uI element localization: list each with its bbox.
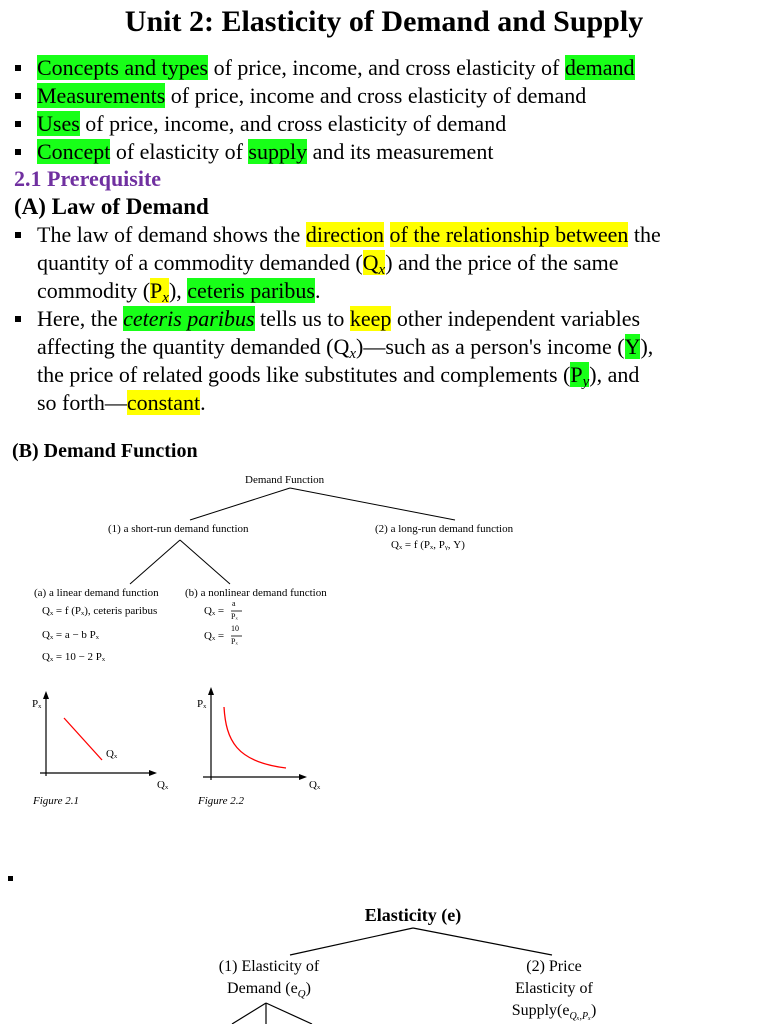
fraction-denominator: Pₓ	[231, 637, 238, 646]
linear-equation-3: Qₓ = 10 − 2 Pₓ	[42, 651, 106, 663]
linear-equation-2: Qₓ = a − b Pₓ	[42, 629, 99, 641]
fig2-y-label: Pₓ	[197, 698, 207, 710]
short-run-label: (1) a short-run demand function	[108, 523, 249, 535]
fig1-x-label: Qₓ	[157, 779, 169, 791]
section-heading-demand-function: (B) Demand Function	[12, 440, 198, 462]
figure-caption: Figure 2.1	[33, 795, 80, 807]
arrow-right-icon	[299, 774, 307, 780]
tree-edge	[290, 488, 455, 520]
fraction-denominator: Pₓ	[231, 612, 238, 621]
arrow-up-icon	[43, 691, 49, 699]
tree-edge	[290, 928, 413, 955]
section-heading-law-of-demand: (A) Law of Demand	[14, 194, 209, 219]
long-run-label: (2) a long-run demand function	[375, 523, 514, 535]
list-item: Uses of price, income, and cross elasticity of demand	[12, 110, 762, 138]
list-item: Concepts and types of price, income, and cross elasticity of demand	[12, 54, 762, 82]
fraction-numerator: 10	[231, 624, 239, 633]
linear-equation-1: Qₓ = f (Pₓ), ceteris paribus	[42, 605, 158, 617]
tree-edge	[413, 928, 552, 955]
page-title: Unit 2: Elasticity of Demand and Supply	[124, 5, 644, 38]
tree-edge	[190, 488, 290, 520]
list-item: Here, the ceteris paribus tells us to keep other independent variables affecting the quantity demanded $(Q_x)—such$ as a person's income (Y), the price of related goods like substitutes and complements $(P_y)$, and so forth—constant.	[12, 305, 762, 417]
list-item: The law of demand shows the direction of the relationship between the quantity of a commodity demanded $(Q_x)$ and the price of the same commodity $(P_x)$, ceteris paribus.	[12, 221, 762, 305]
list-item: Measurements of price, income and cross elasticity of demand	[12, 82, 762, 110]
tree-edge	[130, 540, 180, 584]
nonlinear-equation-1-lhs: Qₓ =	[204, 605, 225, 617]
elasticity-of-demand-label: (1) Elasticity of Demand $(e_Q)$	[218, 958, 320, 1000]
nonlinear-demand-curve	[224, 707, 286, 768]
fig1-curve-label: Qₓ	[106, 748, 118, 760]
long-run-equation: Qₓ = f (Pₓ, Pᵧ, Y)	[391, 539, 465, 551]
list-item: Concept of elasticity of supply and its measurement	[12, 138, 762, 166]
nonlinear-equation-2-lhs: Qₓ =	[204, 630, 225, 642]
bullet-icon	[8, 876, 13, 881]
price-elasticity-of-supply-label: (2) Price Elasticity of $Supply(e_{Q_x,P_x})$	[511, 958, 597, 1022]
tree-root-label: Demand Function	[245, 474, 325, 486]
fraction-numerator: a	[232, 599, 236, 608]
section-heading-prerequisite: 2.1 Prerequisite	[14, 166, 162, 191]
figure-caption: Figure 2.2	[198, 795, 245, 807]
linear-demand-curve	[64, 718, 102, 760]
tree-edge	[232, 1003, 266, 1024]
arrow-up-icon	[208, 687, 214, 695]
tree-edge	[266, 1003, 312, 1024]
fig1-y-label: Pₓ	[32, 698, 42, 710]
linear-label: (a) a linear demand function	[34, 587, 159, 599]
fig2-x-label: Qₓ	[309, 779, 321, 791]
nonlinear-label: (b) a nonlinear demand function	[185, 587, 327, 599]
elasticity-root: Elasticity (e)	[364, 905, 462, 925]
tree-edge	[180, 540, 230, 584]
arrow-right-icon	[149, 770, 157, 776]
